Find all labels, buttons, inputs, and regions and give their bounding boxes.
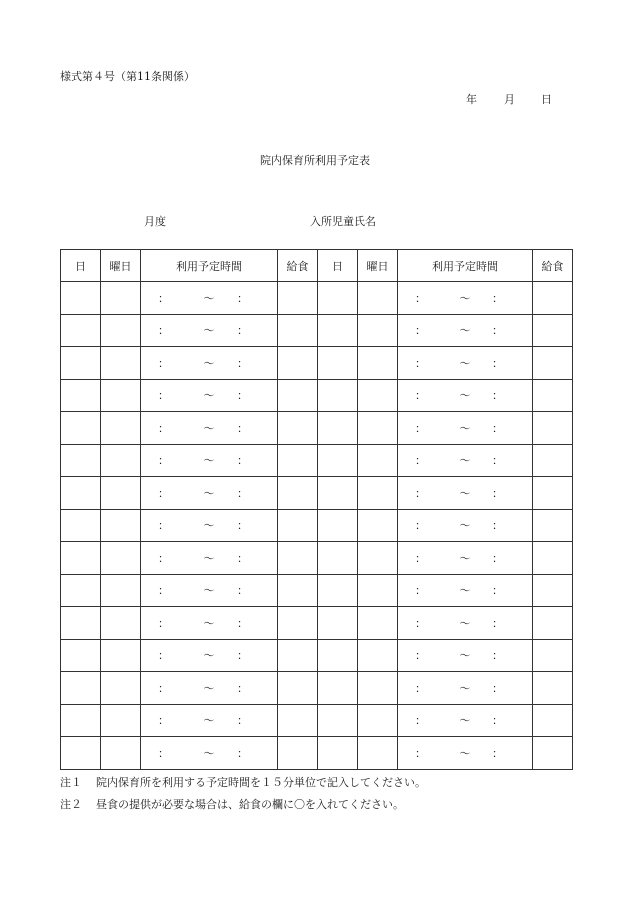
time-cell-left[interactable]: [141, 704, 278, 737]
table-row: [61, 444, 573, 477]
day-cell-left[interactable]: [61, 542, 101, 575]
day-cell-left[interactable]: [61, 477, 101, 510]
time-start-colon: ：: [415, 616, 426, 630]
time-start-colon: ：: [415, 746, 426, 760]
day-cell-right[interactable]: [318, 639, 358, 672]
meal-cell-left[interactable]: [278, 639, 318, 672]
meal-cell-left[interactable]: [278, 314, 318, 347]
time-cell-left[interactable]: [141, 444, 278, 477]
date-line: [466, 91, 552, 107]
weekday-cell-right[interactable]: [358, 412, 398, 445]
time-start-colon: ：: [158, 519, 169, 533]
time-range-tilde: ～: [459, 389, 471, 403]
time-cell-right[interactable]: [398, 737, 533, 770]
table-row: [61, 412, 573, 445]
child-name-label: 入所児童氏名: [310, 215, 376, 228]
table-header-row: [61, 250, 573, 282]
weekday-cell-left[interactable]: [101, 639, 141, 672]
weekday-cell-right[interactable]: [358, 704, 398, 737]
table-row: [61, 607, 573, 640]
time-end-colon: ：: [237, 454, 248, 468]
time-start-colon: ：: [415, 714, 426, 728]
time-end-colon: ：: [492, 454, 503, 468]
day-cell-left[interactable]: [61, 282, 101, 315]
time-start-colon: ：: [415, 324, 426, 338]
time-end-colon: ：: [492, 519, 503, 533]
time-cell-left[interactable]: [141, 542, 278, 575]
time-cell-right[interactable]: [398, 444, 533, 477]
time-range-tilde: ～: [203, 584, 215, 598]
time-range-tilde: ～: [459, 519, 471, 533]
day-cell-left[interactable]: [61, 412, 101, 445]
time-end-colon: ：: [237, 356, 248, 370]
meal-cell-right[interactable]: [533, 672, 573, 705]
time-start-colon: ：: [158, 291, 169, 305]
day-cell-right[interactable]: [318, 607, 358, 640]
day-cell-right[interactable]: [318, 444, 358, 477]
time-end-colon: ：: [492, 551, 503, 565]
time-cell-right[interactable]: [398, 574, 533, 607]
note-2: [60, 794, 426, 816]
table-row: [61, 477, 573, 510]
time-start-colon: ：: [415, 681, 426, 695]
time-range-tilde: ～: [459, 454, 471, 468]
weekday-cell-left[interactable]: [101, 672, 141, 705]
meal-cell-right[interactable]: [533, 379, 573, 412]
time-cell-left[interactable]: [141, 737, 278, 770]
day-cell-left[interactable]: [61, 737, 101, 770]
time-start-colon: ：: [158, 324, 169, 338]
time-range-tilde: ～: [459, 291, 471, 305]
time-cell-left[interactable]: [141, 607, 278, 640]
time-end-colon: ：: [492, 714, 503, 728]
time-end-colon: ：: [237, 649, 248, 663]
weekday-cell-left[interactable]: [101, 282, 141, 315]
time-range-tilde: ～: [459, 356, 471, 370]
time-cell-left[interactable]: [141, 412, 278, 445]
weekday-cell-left[interactable]: [101, 704, 141, 737]
meal-cell-right[interactable]: [533, 412, 573, 445]
time-cell-left[interactable]: [141, 509, 278, 542]
day-cell-right[interactable]: [318, 282, 358, 315]
weekday-cell-right[interactable]: [358, 314, 398, 347]
time-end-colon: ：: [492, 584, 503, 598]
time-end-colon: ：: [492, 616, 503, 630]
header-weekday-right: 曜日: [358, 250, 398, 282]
time-range-tilde: ～: [203, 421, 215, 435]
day-cell-right[interactable]: [318, 672, 358, 705]
weekday-cell-left[interactable]: [101, 574, 141, 607]
time-start-colon: ：: [158, 714, 169, 728]
time-end-colon: ：: [492, 681, 503, 695]
weekday-cell-left[interactable]: [101, 444, 141, 477]
meal-cell-left[interactable]: [278, 737, 318, 770]
time-end-colon: ：: [237, 389, 248, 403]
time-end-colon: ：: [237, 616, 248, 630]
table-row: [61, 737, 573, 770]
meal-cell-left[interactable]: [278, 607, 318, 640]
day-cell-right[interactable]: [318, 542, 358, 575]
header-meal-right: 給食: [533, 250, 573, 282]
notes: [60, 772, 426, 816]
weekday-cell-right[interactable]: [358, 542, 398, 575]
day-cell-left[interactable]: [61, 639, 101, 672]
time-cell-left[interactable]: [141, 477, 278, 510]
time-start-colon: ：: [158, 649, 169, 663]
weekday-cell-left[interactable]: [101, 379, 141, 412]
time-range-tilde: ～: [203, 746, 215, 760]
time-start-colon: ：: [158, 584, 169, 598]
table-row: [61, 314, 573, 347]
time-range-tilde: ～: [459, 486, 471, 500]
table-row: [61, 379, 573, 412]
time-range-tilde: ～: [203, 519, 215, 533]
table-row: [61, 282, 573, 315]
weekday-cell-right[interactable]: [358, 347, 398, 380]
time-range-tilde: ～: [203, 486, 215, 500]
day-cell-right[interactable]: [318, 412, 358, 445]
time-cell-right[interactable]: [398, 542, 533, 575]
weekday-cell-right[interactable]: [358, 477, 398, 510]
time-cell-right[interactable]: [398, 639, 533, 672]
weekday-cell-left[interactable]: [101, 737, 141, 770]
time-end-colon: ：: [492, 389, 503, 403]
time-start-colon: ：: [158, 746, 169, 760]
note-1: [60, 772, 426, 794]
meal-cell-right[interactable]: [533, 509, 573, 542]
time-cell-right[interactable]: [398, 477, 533, 510]
time-start-colon: ：: [415, 486, 426, 500]
note-2-label: 注２: [60, 798, 82, 811]
table-row: [61, 672, 573, 705]
weekday-cell-left[interactable]: [101, 607, 141, 640]
time-cell-right[interactable]: [398, 314, 533, 347]
header-meal-left: 給食: [278, 250, 318, 282]
header-day-right: 日: [318, 250, 358, 282]
day-cell-left[interactable]: [61, 314, 101, 347]
time-end-colon: ：: [237, 421, 248, 435]
weekday-cell-right[interactable]: [358, 607, 398, 640]
day-cell-right[interactable]: [318, 477, 358, 510]
time-end-colon: ：: [237, 584, 248, 598]
day-cell-right[interactable]: [318, 704, 358, 737]
weekday-cell-right[interactable]: [358, 639, 398, 672]
time-range-tilde: ～: [459, 714, 471, 728]
time-range-tilde: ～: [203, 389, 215, 403]
schedule-table: [60, 249, 573, 770]
meal-cell-left[interactable]: [278, 477, 318, 510]
table-row: [61, 509, 573, 542]
meal-cell-left[interactable]: [278, 444, 318, 477]
day-cell-left[interactable]: [61, 444, 101, 477]
time-range-tilde: ～: [203, 681, 215, 695]
time-range-tilde: ～: [203, 454, 215, 468]
header-time-left: 利用予定時間: [141, 250, 278, 282]
weekday-cell-left[interactable]: [101, 542, 141, 575]
time-start-colon: ：: [415, 356, 426, 370]
time-range-tilde: ～: [203, 291, 215, 305]
meal-cell-right[interactable]: [533, 639, 573, 672]
time-end-colon: ：: [237, 486, 248, 500]
time-range-tilde: ～: [203, 616, 215, 630]
time-end-colon: ：: [492, 356, 503, 370]
time-end-colon: ：: [492, 486, 503, 500]
table-row: [61, 639, 573, 672]
meal-cell-right[interactable]: [533, 607, 573, 640]
time-start-colon: ：: [158, 389, 169, 403]
time-range-tilde: ～: [459, 746, 471, 760]
time-start-colon: ：: [415, 551, 426, 565]
meal-cell-right[interactable]: [533, 574, 573, 607]
time-cell-left[interactable]: [141, 672, 278, 705]
time-cell-left[interactable]: [141, 379, 278, 412]
time-start-colon: ：: [158, 681, 169, 695]
time-end-colon: ：: [492, 421, 503, 435]
time-start-colon: ：: [158, 454, 169, 468]
time-cell-left[interactable]: [141, 282, 278, 315]
day-cell-right[interactable]: [318, 574, 358, 607]
time-start-colon: ：: [158, 551, 169, 565]
time-cell-right[interactable]: [398, 704, 533, 737]
day-cell-left[interactable]: [61, 347, 101, 380]
meal-cell-right[interactable]: [533, 737, 573, 770]
time-cell-left[interactable]: [141, 314, 278, 347]
day-cell-right[interactable]: [318, 737, 358, 770]
time-start-colon: ：: [415, 389, 426, 403]
meal-cell-left[interactable]: [278, 509, 318, 542]
time-range-tilde: ～: [459, 681, 471, 695]
time-range-tilde: ～: [203, 649, 215, 663]
time-start-colon: ：: [415, 584, 426, 598]
day-cell-left[interactable]: [61, 574, 101, 607]
weekday-cell-left[interactable]: [101, 347, 141, 380]
day-cell-left[interactable]: [61, 704, 101, 737]
time-start-colon: ：: [415, 649, 426, 663]
time-cell-right[interactable]: [398, 379, 533, 412]
weekday-cell-left[interactable]: [101, 509, 141, 542]
note-2-text: 昼食の提供が必要な場合は、給食の欄に〇を入れてください。: [96, 798, 404, 811]
table-row: [61, 542, 573, 575]
day-cell-right[interactable]: [318, 379, 358, 412]
note-1-text: 院内保育所を利用する予定時間を１５分単位で記入してください。: [96, 776, 426, 789]
time-end-colon: ：: [237, 519, 248, 533]
weekday-cell-right[interactable]: [358, 574, 398, 607]
time-cell-left[interactable]: [141, 347, 278, 380]
time-start-colon: ：: [415, 454, 426, 468]
day-cell-left[interactable]: [61, 379, 101, 412]
meal-cell-left[interactable]: [278, 704, 318, 737]
time-end-colon: ：: [237, 291, 248, 305]
table-row: [61, 704, 573, 737]
meal-cell-left[interactable]: [278, 412, 318, 445]
meal-cell-right[interactable]: [533, 444, 573, 477]
time-range-tilde: ～: [203, 356, 215, 370]
time-start-colon: ：: [415, 291, 426, 305]
page-title: 院内保育所利用予定表: [260, 154, 370, 167]
time-end-colon: ：: [237, 551, 248, 565]
meal-cell-left[interactable]: [278, 282, 318, 315]
weekday-cell-right[interactable]: [358, 737, 398, 770]
time-cell-right[interactable]: [398, 282, 533, 315]
time-range-tilde: ～: [459, 421, 471, 435]
meal-cell-right[interactable]: [533, 314, 573, 347]
weekday-cell-right[interactable]: [358, 282, 398, 315]
time-range-tilde: ～: [459, 324, 471, 338]
time-end-colon: ：: [237, 714, 248, 728]
time-range-tilde: ～: [203, 714, 215, 728]
time-end-colon: ：: [237, 681, 248, 695]
table-row: [61, 574, 573, 607]
header-day-left: 日: [61, 250, 101, 282]
weekday-cell-left[interactable]: [101, 314, 141, 347]
day-cell-left[interactable]: [61, 607, 101, 640]
meal-cell-right[interactable]: [533, 704, 573, 737]
time-cell-left[interactable]: [141, 574, 278, 607]
meal-cell-left[interactable]: [278, 347, 318, 380]
meal-cell-left[interactable]: [278, 542, 318, 575]
day-cell-right[interactable]: [318, 347, 358, 380]
day-cell-left[interactable]: [61, 509, 101, 542]
form-number: 様式第４号（第11条関係）: [60, 70, 195, 83]
weekday-cell-right[interactable]: [358, 509, 398, 542]
time-range-tilde: ～: [203, 324, 215, 338]
meal-cell-left[interactable]: [278, 379, 318, 412]
month-label: 月度: [144, 215, 166, 228]
meal-cell-right[interactable]: [533, 347, 573, 380]
time-end-colon: ：: [492, 649, 503, 663]
time-cell-right[interactable]: [398, 347, 533, 380]
meal-cell-left[interactable]: [278, 672, 318, 705]
weekday-cell-right[interactable]: [358, 444, 398, 477]
weekday-cell-right[interactable]: [358, 672, 398, 705]
time-end-colon: ：: [237, 324, 248, 338]
weekday-cell-left[interactable]: [101, 477, 141, 510]
header-time-right: 利用予定時間: [398, 250, 533, 282]
time-end-colon: ：: [492, 324, 503, 338]
table-row: [61, 347, 573, 380]
time-end-colon: ：: [492, 291, 503, 305]
weekday-cell-left[interactable]: [101, 412, 141, 445]
time-start-colon: ：: [158, 421, 169, 435]
time-start-colon: ：: [158, 486, 169, 500]
meal-cell-right[interactable]: [533, 282, 573, 315]
time-cell-right[interactable]: [398, 412, 533, 445]
day-cell-left[interactable]: [61, 672, 101, 705]
time-cell-right[interactable]: [398, 607, 533, 640]
meal-cell-left[interactable]: [278, 574, 318, 607]
weekday-cell-right[interactable]: [358, 379, 398, 412]
schedule-body: [61, 282, 573, 770]
note-1-label: 注１: [60, 776, 82, 789]
time-end-colon: ：: [492, 746, 503, 760]
time-range-tilde: ～: [459, 616, 471, 630]
time-start-colon: ：: [415, 519, 426, 533]
time-start-colon: ：: [158, 356, 169, 370]
time-start-colon: ：: [415, 421, 426, 435]
day-cell-right[interactable]: [318, 509, 358, 542]
header-weekday-left: 曜日: [101, 250, 141, 282]
date-day-label: 日: [541, 93, 552, 106]
time-range-tilde: ～: [459, 551, 471, 565]
time-range-tilde: ～: [459, 584, 471, 598]
time-range-tilde: ～: [203, 551, 215, 565]
day-cell-right[interactable]: [318, 314, 358, 347]
meal-cell-right[interactable]: [533, 542, 573, 575]
date-year-label: 年: [466, 93, 477, 106]
time-start-colon: ：: [158, 616, 169, 630]
time-end-colon: ：: [237, 746, 248, 760]
time-cell-right[interactable]: [398, 672, 533, 705]
time-cell-left[interactable]: [141, 639, 278, 672]
meal-cell-right[interactable]: [533, 477, 573, 510]
date-month-label: 月: [504, 93, 515, 106]
time-cell-right[interactable]: [398, 509, 533, 542]
time-range-tilde: ～: [459, 649, 471, 663]
